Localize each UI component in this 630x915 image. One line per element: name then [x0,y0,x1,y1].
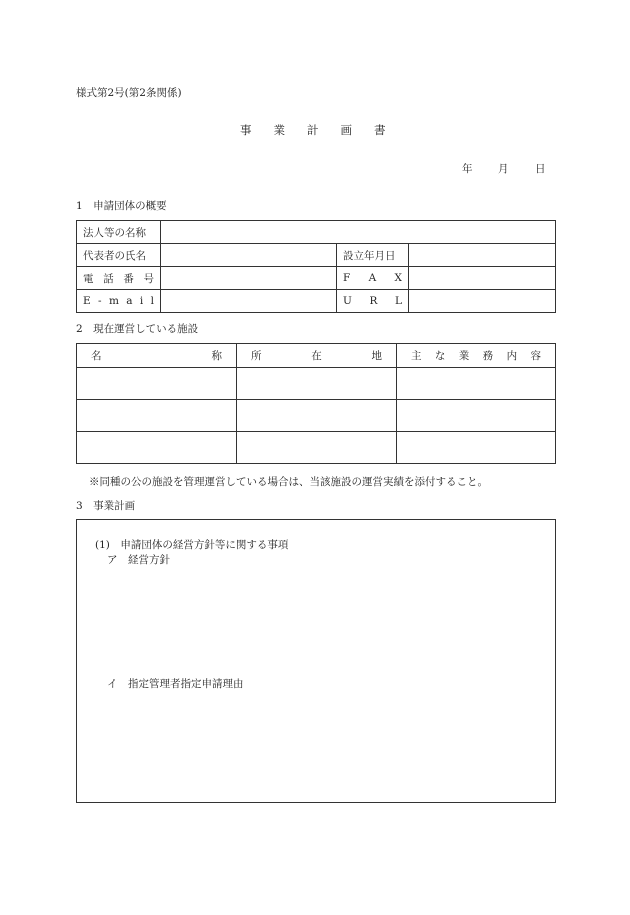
phone-label: 電 話 番 号 [83,272,154,285]
facilities-table [76,343,556,464]
plan-item-management-policy: ア 経営方針 [107,554,170,566]
table-row [77,244,556,267]
date-year: 年 [462,163,473,175]
business-plan-box[interactable] [76,519,556,803]
table-row [77,368,556,400]
applicant-overview-table [76,220,556,313]
table-header-row [77,344,556,368]
org-name-label: 法人等の名称 [77,221,161,244]
facility-location-cell[interactable] [237,432,397,464]
facility-business-cell[interactable] [397,432,556,464]
date-day: 日 [535,163,546,175]
facility-business-cell[interactable] [397,400,556,432]
table-row [77,432,556,464]
facility-location-cell[interactable] [237,400,397,432]
representative-label: 代表者の氏名 [77,244,161,267]
plan-item-application-reason: イ 指定管理者指定申請理由 [107,678,244,690]
established-date-field[interactable] [409,244,556,267]
facilities-note: ※同種の公の施設を管理運営している場合は、当該施設の運営実績を添付すること。 [89,476,488,488]
facility-name-cell[interactable] [77,400,237,432]
section1-heading: 1 申請団体の概要 [76,200,167,212]
form-number: 様式第2号(第2条関係) [76,87,182,99]
facility-name-cell[interactable] [77,432,237,464]
fax-field[interactable] [409,267,556,290]
org-name-field[interactable] [161,221,556,244]
section2-heading: 2 現在運営している施設 [76,323,199,335]
col-location-header: 所 在 地 [251,350,382,362]
col-name-header: 名 称 [91,350,222,362]
fax-label: F A X [343,272,402,284]
facility-business-cell[interactable] [397,368,556,400]
email-label: E - m a i l [83,295,154,307]
url-label: U R L [343,295,402,307]
phone-field[interactable] [161,267,337,290]
table-row [77,400,556,432]
date-month: 月 [498,163,509,175]
section3-heading: 3 事業計画 [76,500,136,512]
plan-item-1: (1) 申請団体の経営方針等に関する事項 [95,539,289,551]
email-field[interactable] [161,290,337,313]
document-title: 事業計画書 [240,123,408,137]
table-row [77,267,556,290]
url-field[interactable] [409,290,556,313]
table-row [77,221,556,244]
table-row [77,290,556,313]
facility-location-cell[interactable] [237,368,397,400]
representative-field[interactable] [161,244,337,267]
col-business-header: 主 な 業 務 内 容 [411,350,541,362]
established-date-label: 設立年月日 [337,244,409,267]
facility-name-cell[interactable] [77,368,237,400]
